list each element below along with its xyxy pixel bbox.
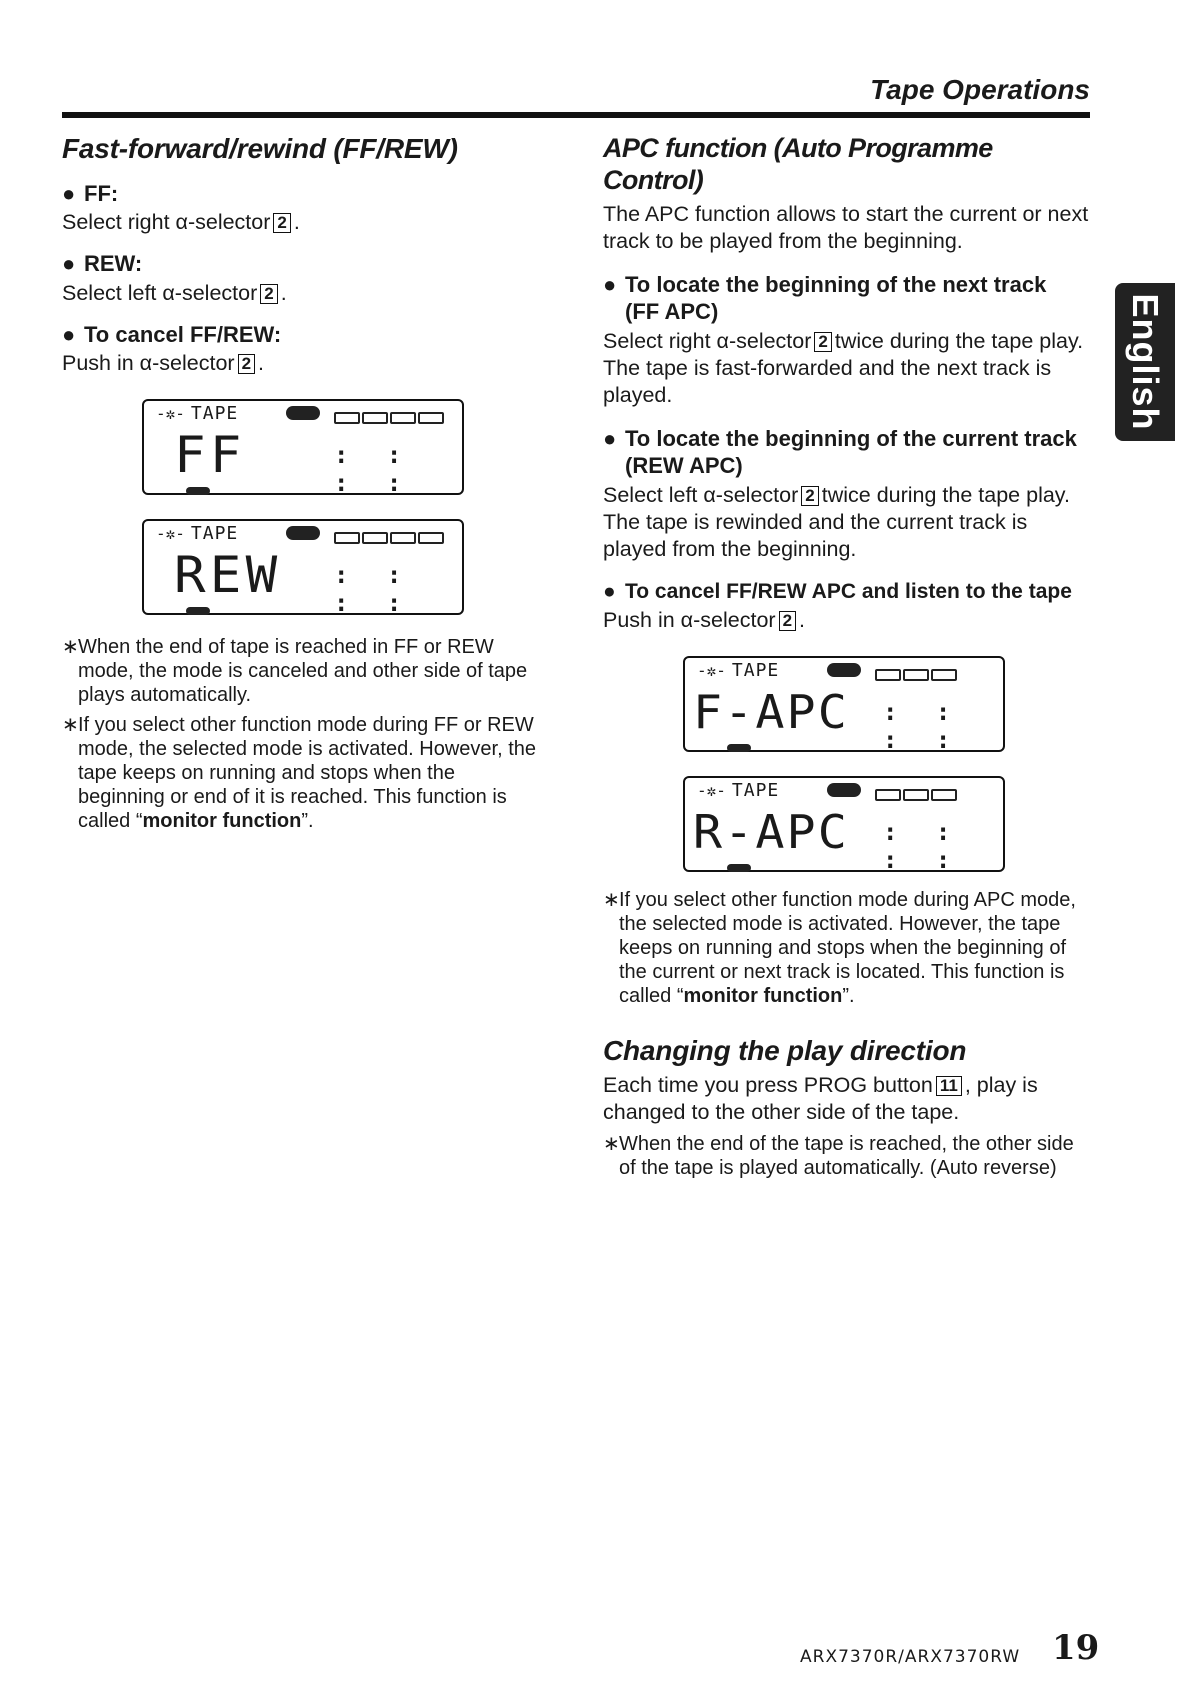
selector-number: 2: [260, 284, 277, 304]
lcd-main-text: F-APC: [693, 685, 849, 740]
rew-instruction: Select left α-selector 2 .: [62, 280, 287, 305]
asterisk-icon: ∗: [62, 714, 79, 737]
tape-indicator-icon: [186, 607, 210, 615]
cancel-subheading: ● To cancel FF/REW:: [62, 321, 282, 347]
bullet-icon: ●: [603, 579, 616, 603]
ff-instruction: Select right α-selector 2 .: [62, 210, 300, 235]
lcd-ticks: : : : :: [883, 818, 963, 875]
bullet-icon: ●: [603, 271, 617, 297]
apc-intro: The APC function allows to start the current or next track to be played from the beginning.: [603, 201, 1089, 253]
bullet-icon: ●: [62, 180, 76, 206]
bullet-icon: ●: [603, 425, 617, 451]
left-column: [62, 132, 547, 837]
segment-icon: [334, 408, 446, 418]
play-direction-instruction: Each time you press PROG button 11 , play is changed to the other side of the tape.: [603, 1072, 1038, 1124]
cassette-icon: [286, 406, 320, 420]
cancel-apc-instruction: Push in α-selector 2 .: [603, 608, 806, 633]
lcd-ticks: : : : :: [334, 561, 414, 618]
ff-subheading: ● FF:: [62, 180, 119, 206]
apc-heading: APC function (Auto Programme Control): [603, 133, 993, 196]
note-apc-monitor: ∗ If you select other function mode during APC mode, the selected mode is activated. However, the tape keeps on running and stops when the beginning of the current or next track is located. This function is called “monitor function”.: [603, 889, 1076, 1008]
lcd-ticks: : : : :: [334, 441, 414, 498]
cancel-apc-subheading: ● To cancel FF/REW APC and listen to the tape: [603, 579, 1090, 605]
sparkle-icon: -✲-: [697, 661, 726, 681]
page-number: 19: [1052, 1628, 1100, 1668]
button-number: 11: [936, 1076, 962, 1096]
lcd-tape-label: TAPE: [731, 780, 780, 802]
lcd-display-rew: [142, 519, 464, 618]
rew-subheading: ● REW:: [62, 251, 143, 277]
selector-number: 2: [801, 486, 818, 506]
ff-apc-subheading: ● To locate the beginning of the next track (FF APC): [603, 271, 1047, 325]
segment-icon: [334, 528, 446, 538]
lcd-display-ff: [142, 399, 464, 498]
section-title: Tape Operations: [870, 74, 1090, 105]
lcd-main-text: FF: [174, 426, 246, 485]
note-auto-reverse: ∗ When the end of the tape is reached, the other side of the tape is played automatically. (Auto reverse): [603, 1132, 1074, 1179]
segment-icon: [875, 785, 959, 795]
tape-indicator-icon: [186, 487, 210, 495]
ff-apc-instruction: Select right α-selector 2 twice during the tape play. The tape is fast-forwarded and the next track is played.: [603, 328, 1084, 407]
page-header: [62, 74, 1090, 114]
model-number: ARX7370R/ARX7370RW: [800, 1647, 1021, 1667]
lcd-display-r-apc: [683, 776, 1005, 875]
lcd-main-text: R-APC: [693, 805, 849, 860]
sparkle-icon: -✲-: [156, 404, 185, 424]
lcd-tape-label: TAPE: [190, 403, 239, 425]
note-end-of-tape: ∗ When the end of tape is reached in FF or REW mode, the mode is canceled and other side of tape plays automatically.: [62, 636, 528, 707]
tape-indicator-icon: [727, 744, 751, 752]
selector-number: 2: [273, 213, 290, 233]
asterisk-icon: ∗: [62, 636, 79, 659]
ffrew-heading: Fast-forward/rewind (FF/REW): [62, 133, 458, 164]
asterisk-icon: ∗: [603, 1132, 620, 1155]
cassette-icon: [827, 783, 861, 797]
bullet-icon: ●: [62, 251, 76, 277]
sparkle-icon: -✲-: [697, 781, 726, 801]
sparkle-icon: -✲-: [156, 524, 185, 544]
language-tab-label: English: [1125, 293, 1166, 431]
lcd-tape-label: TAPE: [190, 523, 239, 545]
rew-apc-subheading: ● To locate the beginning of the current track (REW APC): [603, 425, 1077, 479]
lcd-tape-label: TAPE: [731, 660, 780, 682]
cassette-icon: [286, 526, 320, 540]
selector-number: 2: [779, 611, 796, 631]
selector-number: 2: [814, 332, 831, 352]
lcd-main-text: REW: [174, 546, 282, 605]
rew-apc-instruction: Select left α-selector 2 twice during the tape play. The tape is rewinded and the current track is played from the beginning.: [603, 482, 1070, 561]
note-monitor-function: ∗ If you select other function mode during FF or REW mode, the selected mode is activated. However, the tape keeps on running and stops when the beginning or end of it is reached. This function is called “monitor function”.: [62, 714, 537, 833]
lcd-display-f-apc: [683, 656, 1005, 755]
lcd-ticks: : : : :: [883, 698, 963, 755]
right-column: [603, 132, 1090, 1184]
language-tab: [1115, 283, 1175, 441]
tape-indicator-icon: [727, 864, 751, 872]
header-rule: [62, 112, 1090, 118]
selector-number: 2: [238, 354, 255, 374]
segment-icon: [875, 665, 959, 675]
play-direction-heading: Changing the play direction: [603, 1035, 967, 1067]
cancel-instruction: Push in α-selector 2 .: [62, 351, 265, 376]
cassette-icon: [827, 663, 861, 677]
asterisk-icon: ∗: [603, 889, 620, 912]
bullet-icon: ●: [62, 321, 76, 347]
